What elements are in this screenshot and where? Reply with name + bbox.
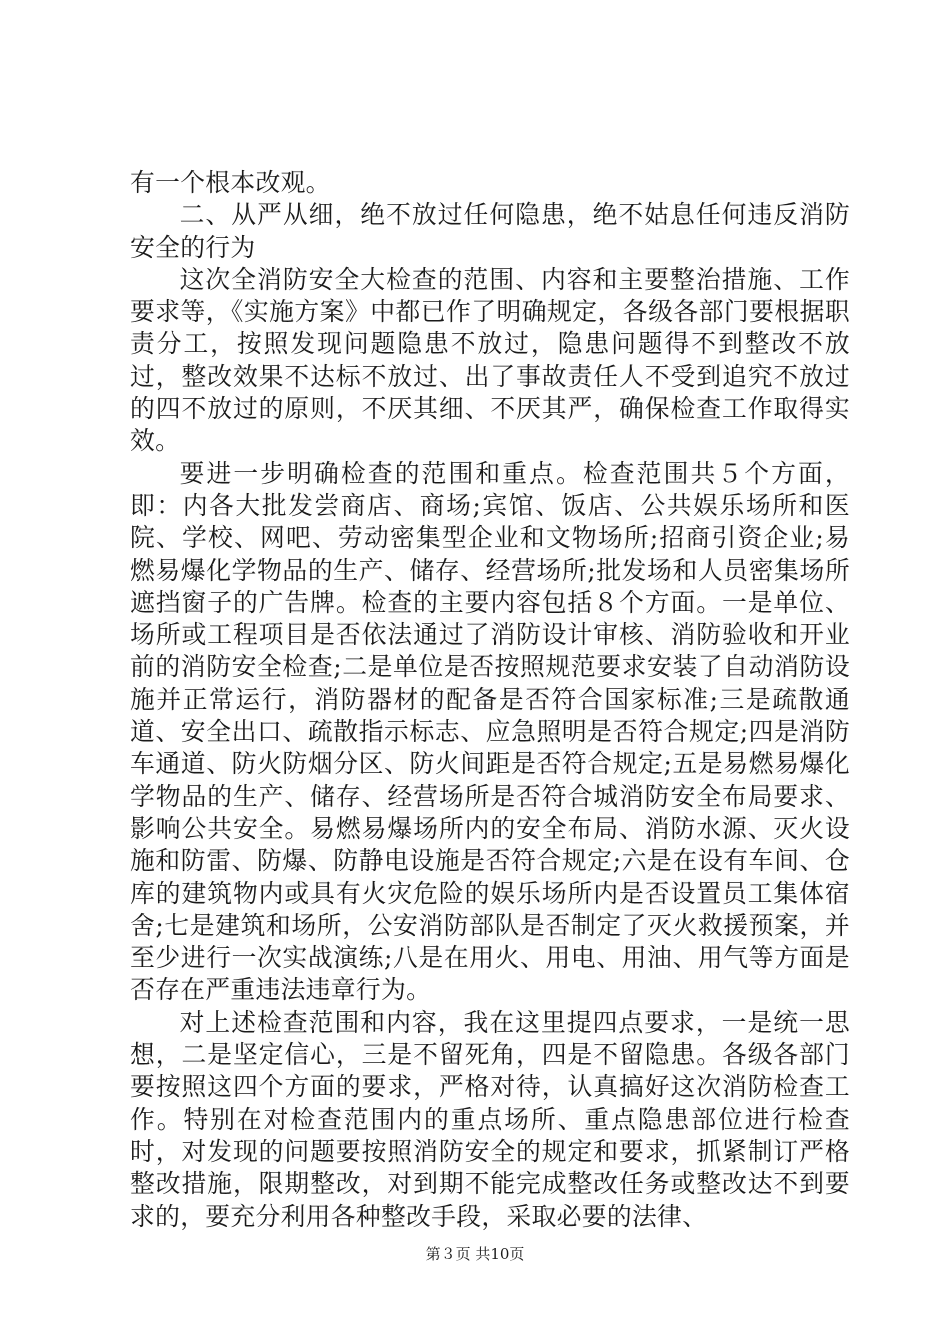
paragraph-1: 有一个根本改观。	[130, 168, 331, 197]
page-number-footer: 第３页 共10页	[425, 1245, 525, 1263]
paragraph-3: 这次全消防安全大检查的范围、内容和主要整治措施、工作要求等，《实施方案》中都已作了明确规定，各级各部门要根据职责分工，按照发现问题隐患不放过，隐患问题得不到整改不放过，整改效果不达标不放过、出了事故责任人不受到追究不放过的四不放过的原则，不厌其细、不厌其严，确保检查工作取得实效。	[130, 264, 850, 456]
paragraph-4: 要进一步明确检查的范围和重点。检查范围共５个方面，即：内各大批发尝商店、商场;宾馆、饭店、公共娱乐场所和医院、学校、网吧、劳动密集型企业和文物场所;招商引资企业;易燃易爆化学物品的生产、储存、经营场所;批发场和人员密集场所遮挡窗子的广告牌。检查的主要内容包括８个方面。一是单位、场所或工程项目是否依法通过了消防设计审核、消防验收和开业前的消防安全检查;二是单位是否按照规范要求安装了自动消防设施并正常运行，消防器材的配备是否符合国家标准;三是疏散通道、安全出口、疏散指示标志、应急照明是否符合规定;四是消防车通道、防火防烟分区、防火间距是否符合规定;五是易燃易爆化学物品的生产、储存、经营场所是否符合城消防安全布局要求、影响公共安全。易燃易爆场所内的安全布局、消防水源、灭火设施和防雷、防爆、防静电设施是否符合规定;六是在设有车间、仓库的建筑物内或具有火灾危险的娱乐场所内是否设置员工集体宿舍;七是建筑和场所，公安消防部队是否制定了灭火救援预案，并至少进行一次实战演练;八是在用火、用电、用油、用气等方面是否存在严重违法违章行为。	[130, 458, 850, 1005]
document-body	[130, 167, 850, 1233]
paragraph-5: 对上述检查范围和内容，我在这里提四点要求，一是统一思想，二是坚定信心，三是不留死角，四是不留隐患。各级各部门要按照这四个方面的要求，严格对待，认真搞好这次消防检查工作。特别在对检查范围内的重点场所、重点隐患部位进行检查时，对发现的问题要按照消防安全的规定和要求，抓紧制订严格整改措施，限期整改，对到期不能完成整改任务或整改达不到要求的，要充分利用各种整改手段，采取必要的法律、	[130, 1007, 850, 1231]
section-heading-2: 二、从严从细，绝不放过任何隐患，绝不姑息任何违反消防安全的行为	[130, 200, 850, 262]
